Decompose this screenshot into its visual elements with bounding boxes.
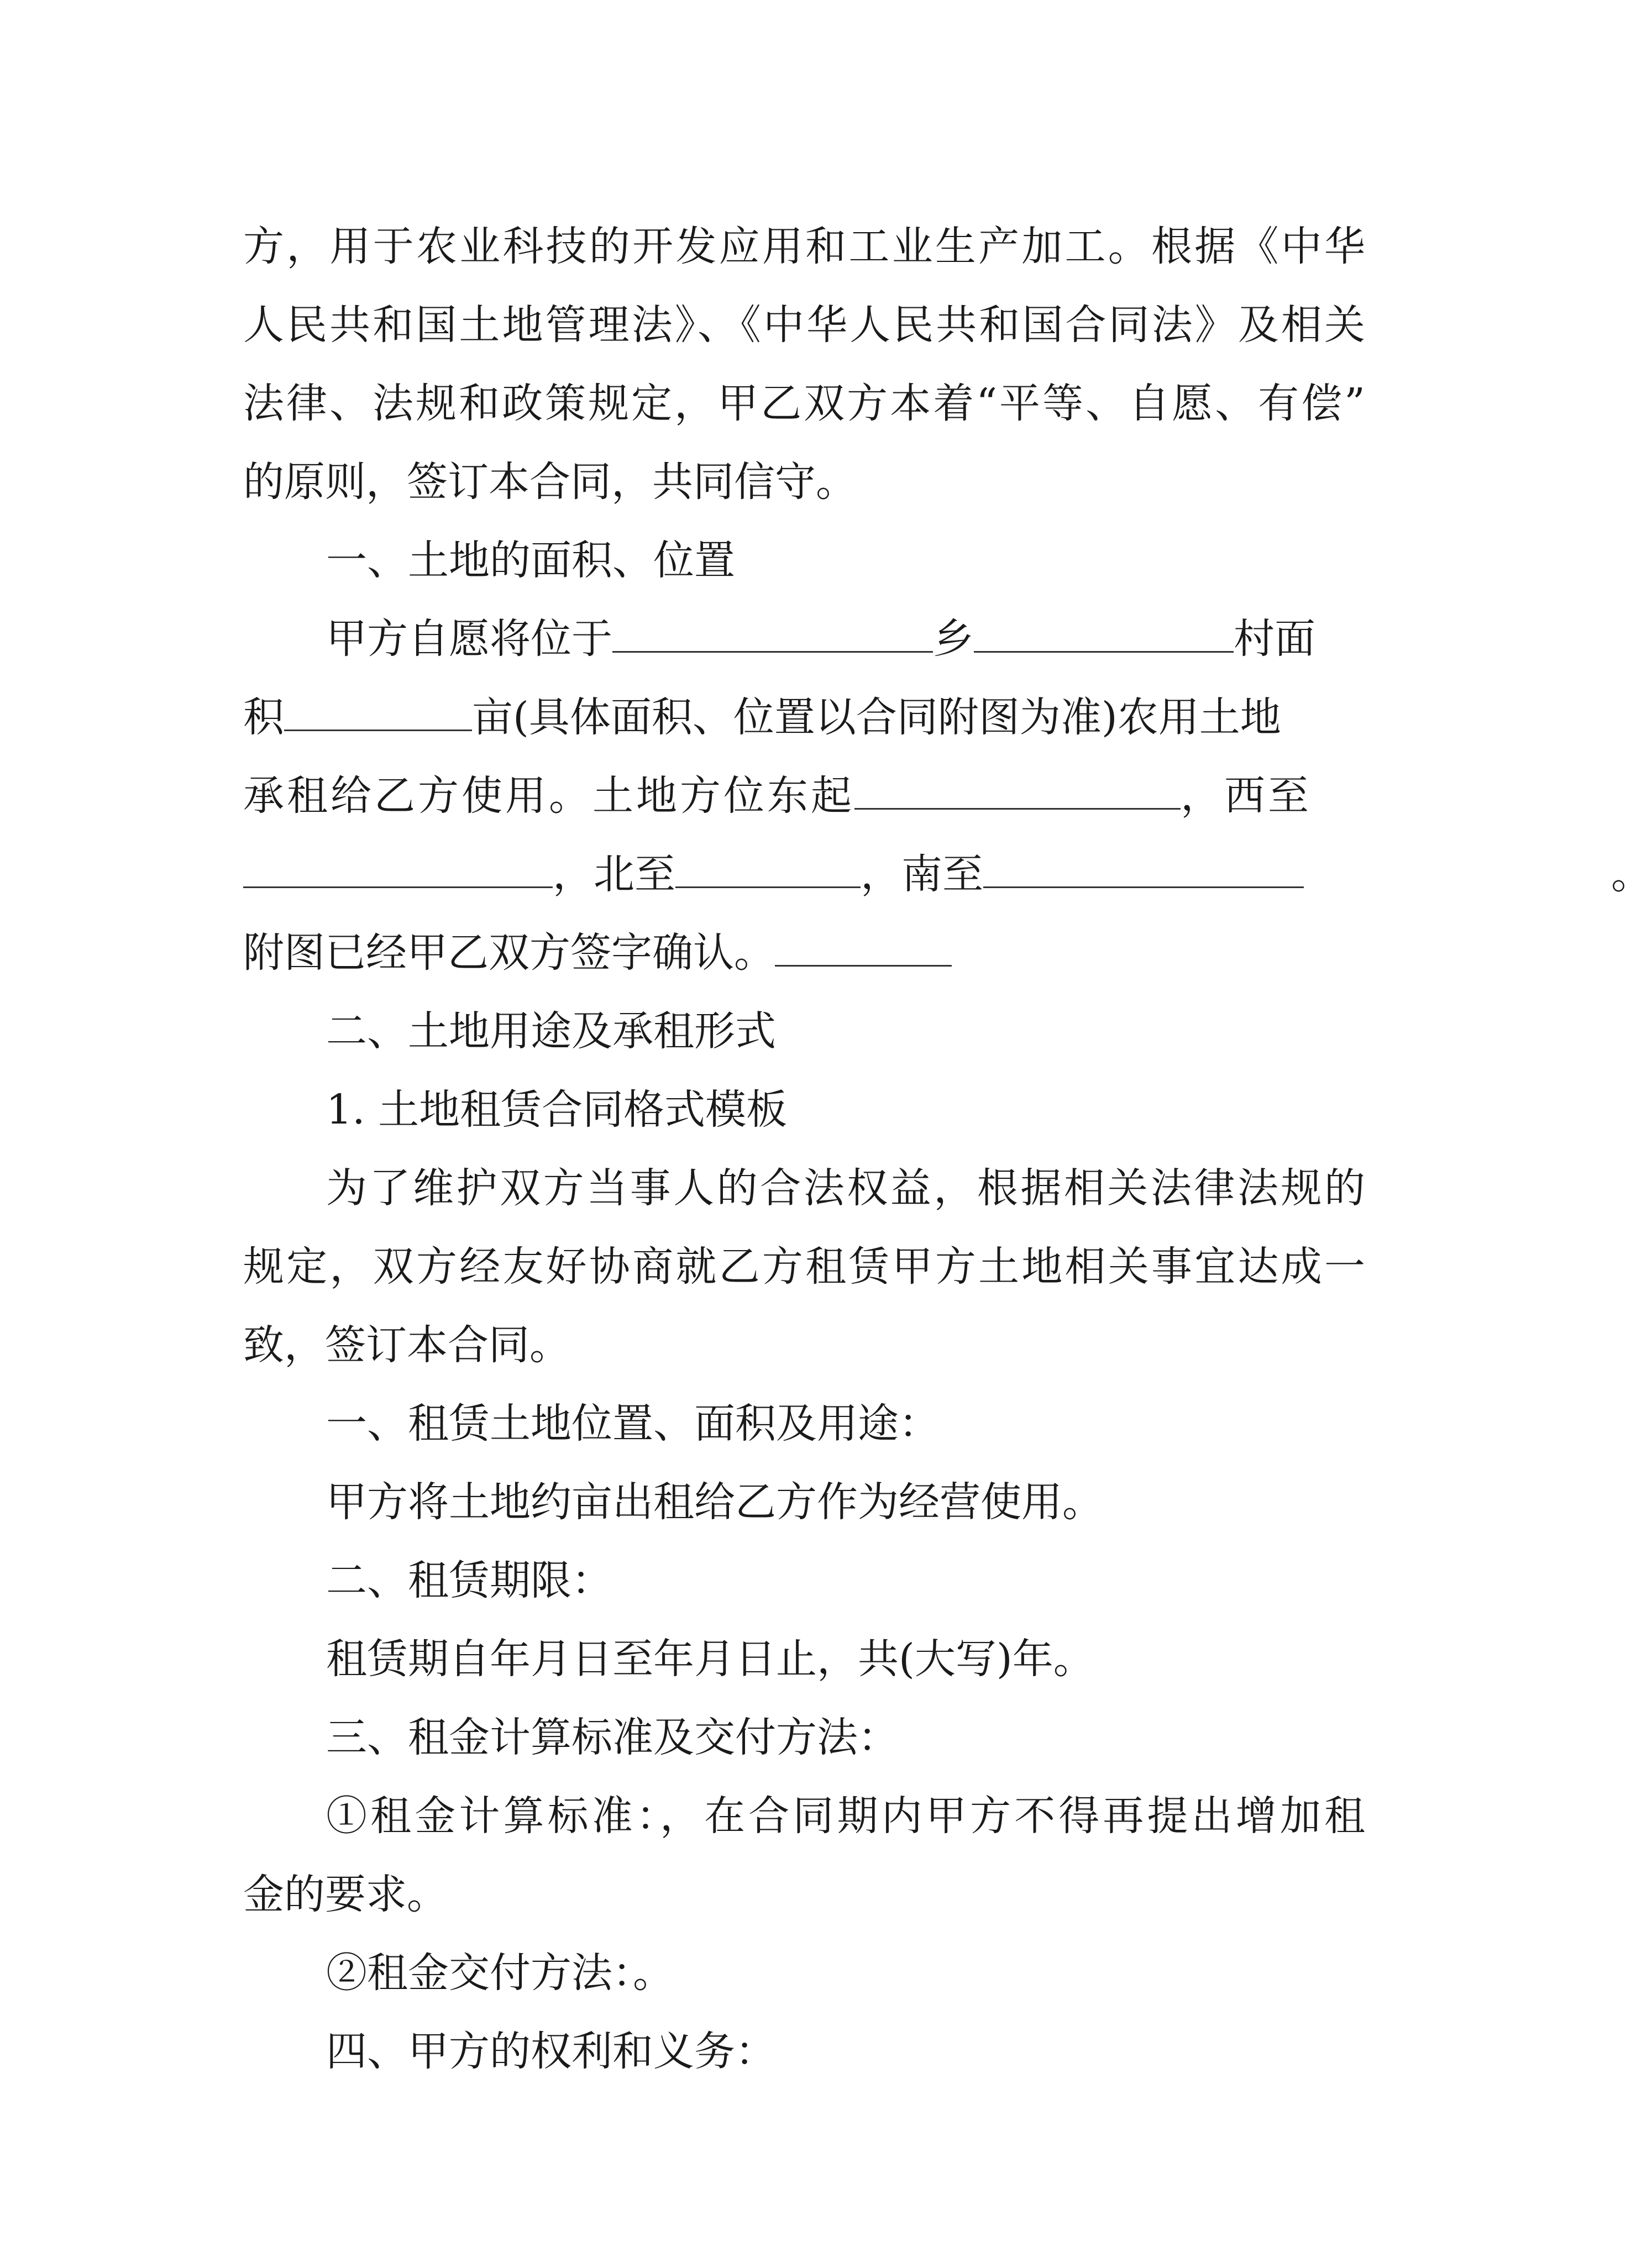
text-line: 人民共和国土地管理法》、《中华人民共和国合同法》及相关: [243, 301, 1365, 349]
text-fragment: ，南至: [861, 851, 983, 898]
text-fragment: 甲方自愿将位于: [326, 615, 612, 663]
text-line: ②租金交付方法：。: [326, 1949, 674, 1997]
text-line: 规定，双方经友好协商就乙方租赁甲方土地相关事宜达成一: [243, 1243, 1365, 1290]
text-line: 租赁期自年月日至年月日止，共(大写)年。: [326, 1635, 1094, 1683]
text-line: 为了维护双方当事人的合法权益，根据相关法律法规的: [326, 1164, 1365, 1212]
text-fragment: 乡: [933, 615, 974, 663]
section-heading: 1. 土地租赁合同格式模板: [326, 1086, 788, 1133]
text-line: 方，用于农业科技的开发应用和工业生产加工。根据《中华: [243, 223, 1365, 270]
text-fragment: 村面: [1234, 615, 1315, 663]
text-line: [243, 600, 1365, 678]
text-line: ①租金计算标准：，在合同期内甲方不得再提出增加租: [326, 1792, 1365, 1840]
blank-field-township: [612, 612, 933, 653]
document-body: [243, 207, 1652, 2091]
blank-field-west: [243, 848, 553, 888]
blank-field-east: [854, 769, 1181, 810]
section-heading: 一、租赁土地位置、面积及用途：: [326, 1400, 940, 1447]
text-fragment: ，西至: [1181, 772, 1312, 820]
section-heading: 二、租赁期限：: [326, 1557, 612, 1604]
text-line: [243, 835, 1365, 914]
text-line: 甲方将土地约亩出租给乙方作为经营使用。: [326, 1478, 1103, 1526]
section-heading: 一、土地的面积、位置: [326, 537, 735, 584]
text-fragment: 。: [1611, 851, 1652, 898]
text-line: 的原则，签订本合同，共同信守。: [243, 458, 857, 506]
text-line: [243, 914, 1365, 992]
text-line: 金的要求。: [243, 1871, 448, 1918]
text-line: [243, 678, 1365, 757]
text-fragment: 承租给乙方使用。土地方位东起: [243, 772, 854, 820]
blank-field-village: [974, 612, 1234, 653]
text-fragment: 附图已经甲乙双方签字确认。: [243, 929, 775, 977]
text-line: [243, 757, 1365, 835]
text-fragment: ，北至: [553, 851, 675, 898]
blank-field-signature: [775, 926, 952, 967]
text-line: 致，签订本合同。: [243, 1321, 570, 1369]
section-heading: 四、甲方的权利和义务：: [326, 2028, 776, 2075]
section-heading: 二、土地用途及承租形式: [326, 1007, 776, 1055]
text-fragment: 积: [243, 694, 284, 741]
text-line: 法律、法规和政策规定，甲乙双方本着“平等、自愿、有偿”: [243, 380, 1365, 427]
text-fragment: 亩(具体面积、位置以合同附图为准)农用土地: [472, 694, 1281, 741]
blank-field-area: [284, 691, 472, 731]
blank-field-north: [675, 848, 861, 888]
section-heading: 三、租金计算标准及交付方法：: [326, 1714, 899, 1761]
blank-field-south: [983, 848, 1304, 888]
